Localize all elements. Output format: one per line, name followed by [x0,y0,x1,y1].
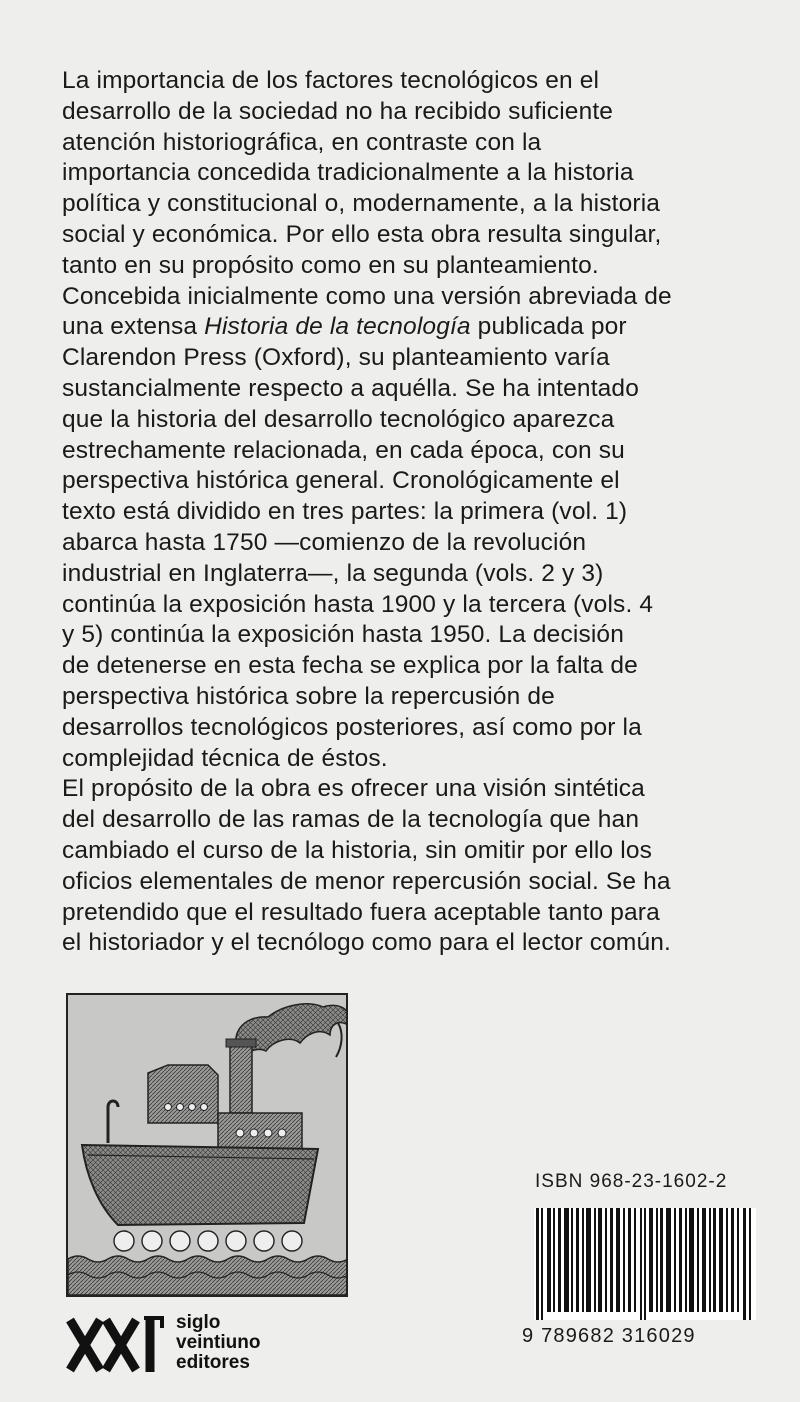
book-title-italic: Historia de la tecnología [204,313,471,341]
blurb-line: del desarrollo de las ramas de la tecnología que han [62,806,640,834]
blurb-line: social y económica. Por ello esta obra resulta singular, [62,220,662,248]
publisher-name-line: veintiuno [176,1332,261,1353]
blurb-line: tanto en su propósito como en su planteamiento. [62,251,599,279]
blurb-line: perspectiva histórica sobre la repercusión de [62,682,555,710]
blurb-line: oficios elementales de menor repercusión social. Se ha [62,867,671,895]
steamship-illustration [66,993,348,1297]
blurb-line: desarrollos tecnológicos posteriores, así como por la [62,713,642,741]
publisher-name [176,1313,260,1373]
blurb-line: Clarendon Press (Oxford), su planteamiento varía [62,344,610,372]
publisher-logo-icon [66,1314,174,1376]
blurb-line: continúa la exposición hasta 1900 y la tercera (vols. 4 [62,590,654,618]
barcode-digits: 9 789682 316029 [522,1325,696,1347]
blurb-line: abarca hasta 1750 —comienzo de la revolución [62,528,587,556]
barcode-graphic [534,1208,756,1320]
blurb-line: cambiado el curso de la historia, sin omitir por ello los [62,836,653,864]
blurb-line: sustancialmente respecto a aquélla. Se ha intentado [62,374,639,402]
publisher-name-line: siglo [176,1312,221,1333]
blurb-line: desarrollo de la sociedad no ha recibido suficiente [62,97,614,125]
isbn-number: ISBN 968-23-1602-2 [535,1171,728,1192]
blurb-paragraph-2 [62,774,762,959]
blurb-line: Concebida inicialmente como una versión abreviada de [62,282,672,310]
blurb-line-with-title [62,312,762,343]
blurb-line: atención historiográfica, en contraste con la [62,128,542,156]
blurb-line: perspectiva histórica general. Cronológicamente el [62,467,620,495]
blurb-line: La importancia de los factores tecnológicos en el [62,67,600,94]
blurb-line: industrial en Inglaterra—, la segunda (vols. 2 y 3) [62,559,604,587]
blurb-line: complejidad técnica de éstos. [62,744,388,772]
blurb-line: estrechamente relacionada, en cada época, con su [62,436,625,464]
blurb-line: importancia concedida tradicionalmente a la historia [62,159,634,187]
blurb-line: política y constitucional o, modernamente, a la historia [62,190,661,218]
blurb-line: texto está dividido en tres partes: la primera (vol. 1) [62,498,628,526]
steamship-drawing [68,995,346,1295]
blurb-line: que la historia del desarrollo tecnológico aparezca [62,405,615,433]
blurb-line: el historiador y el tecnólogo como para el lector común. [62,929,671,957]
blurb-line: y 5) continúa la exposición hasta 1950. La decisión [62,621,624,649]
blurb-line: de detenerse en esta fecha se explica por la falta de [62,652,638,680]
blurb-line: pretendido que el resultado fuera aceptable tanto para [62,898,660,926]
blurb-paragraph-1 [62,66,762,774]
blurb-text: publicada por [470,313,627,341]
blurb-text: una extensa [62,313,205,341]
blurb-line: El propósito de la obra es ofrecer una visión sintética [62,775,645,803]
back-cover-blurb [62,66,762,959]
publisher-name-line: editores [176,1352,250,1373]
